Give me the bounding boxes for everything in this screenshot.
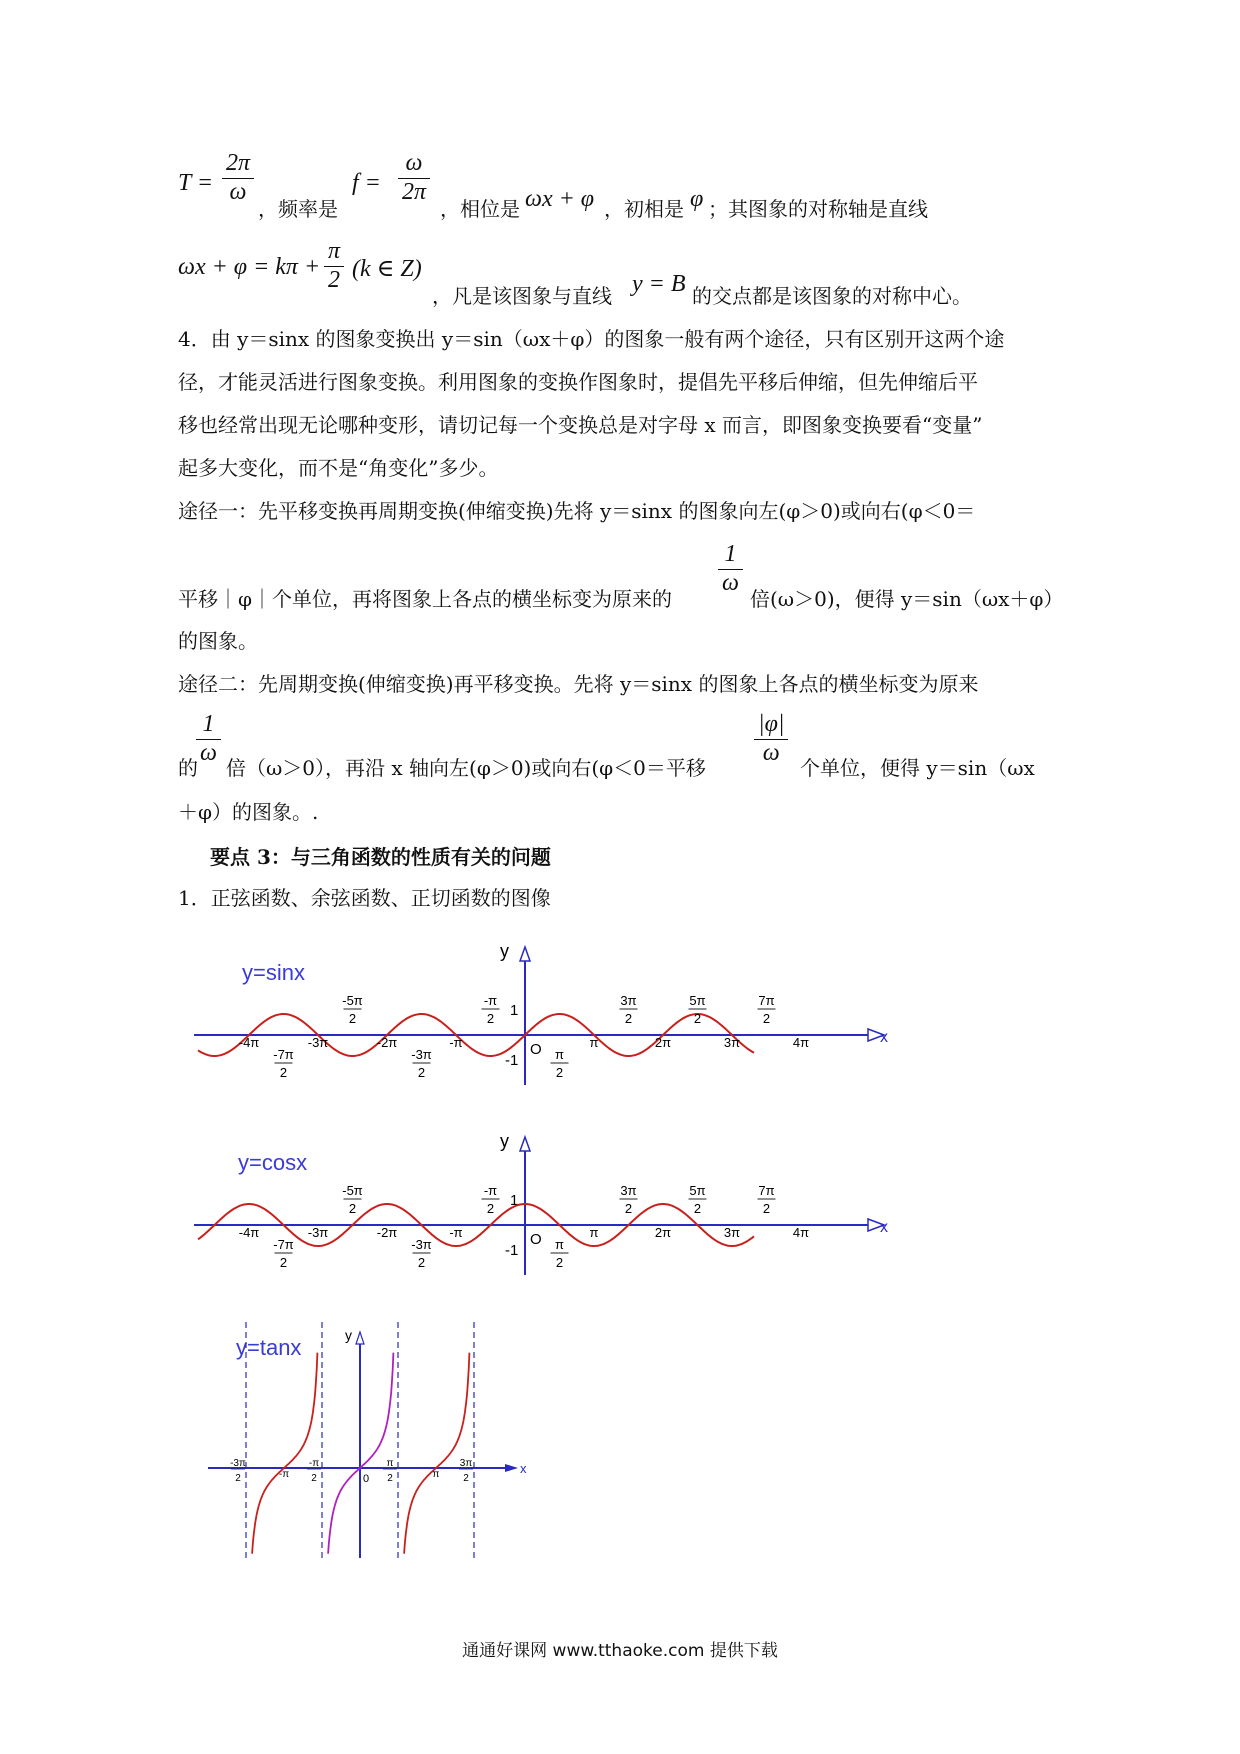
y-axis-arrow-icon xyxy=(356,1332,364,1344)
y-axis-label: y xyxy=(500,1131,509,1151)
y-axis-label: y xyxy=(500,941,509,961)
graph-title: y=cosx xyxy=(238,1150,308,1175)
tick-label-denominator: 2 xyxy=(486,1011,495,1026)
tick-label: π xyxy=(589,1035,599,1050)
tick-label-numerator: -7π xyxy=(273,1237,294,1252)
tick-label-numerator: π xyxy=(386,1458,394,1469)
paragraph-line: 移也经常出现无论哪种变形，请切记每一个变换总是对字母 x 而言，即图象变换要看“变量” xyxy=(178,413,983,437)
fraction-denominator: ω xyxy=(722,569,739,596)
tick-label-numerator: -7π xyxy=(273,1047,294,1062)
tick-label-denominator: 2 xyxy=(762,1011,771,1026)
fraction-denominator: 2 xyxy=(328,266,341,293)
tick-label: -2π xyxy=(376,1035,398,1050)
phase-label: ，相位是 xyxy=(440,197,520,221)
center-tail: 的交点都是该图象的对称中心。 xyxy=(692,284,972,308)
tick-label: -3π xyxy=(307,1225,329,1240)
cosine-tick-labels xyxy=(239,1183,809,1270)
tick-label-denominator: 2 xyxy=(235,1473,241,1484)
tick-label: -π xyxy=(449,1225,463,1240)
tick-label-numerator: 3π xyxy=(620,993,637,1008)
tick-label-numerator: 5π xyxy=(689,1183,706,1198)
route-2-line-2c: 个单位，便得 y＝sin（ωx xyxy=(800,756,1035,780)
tick-label-numerator: 5π xyxy=(689,993,706,1008)
symmetry-axis-fraction xyxy=(324,238,344,294)
neg-one-label: -1 xyxy=(505,1052,519,1069)
formula-f-fraction xyxy=(398,150,430,206)
frequency-label: ，频率是 xyxy=(258,197,338,221)
section-item-1: 1．正弦函数、余弦函数、正切函数的图像 xyxy=(178,886,551,910)
one-label: 1 xyxy=(510,1192,519,1209)
fraction-numerator: π xyxy=(328,238,341,264)
one-label: 1 xyxy=(510,1002,519,1019)
tick-label: π xyxy=(589,1225,599,1240)
tangent-tick-labels xyxy=(230,1458,473,1484)
center-expression: y = B xyxy=(632,271,686,297)
route-1-line-2b: 倍(ω＞0)，便得 y＝sin（ωx＋φ） xyxy=(750,587,1064,611)
tick-label: 2π xyxy=(654,1225,672,1240)
y-axis-arrow-icon xyxy=(520,947,530,961)
tick-label-numerator: 7π xyxy=(758,993,775,1008)
tick-label-denominator: 2 xyxy=(693,1201,702,1216)
sine-graph xyxy=(180,935,900,1100)
phase-expression: ωx + φ xyxy=(525,186,595,212)
paragraph-line: 径，才能灵活进行图象变换。利用图象的变换作图象时，提倡先平移后伸缩，但先伸缩后平 xyxy=(178,370,978,394)
tick-label-numerator: π xyxy=(555,1047,564,1062)
tick-label-denominator: 2 xyxy=(311,1473,317,1484)
route-1-line-1: 途径一：先平移变换再周期变换(伸缩变换)先将 y＝sinx 的图象向左(φ＞0)或向右(φ＜0＝ xyxy=(178,499,976,523)
tick-label-denominator: 2 xyxy=(463,1473,469,1484)
tick-label-denominator: 2 xyxy=(624,1011,633,1026)
tick-label-numerator: -π xyxy=(308,1458,320,1469)
fraction-numerator: 2π xyxy=(226,150,251,176)
fraction-numerator: |φ| xyxy=(758,711,785,737)
tick-label: -2π xyxy=(376,1225,398,1240)
tick-label-denominator: 2 xyxy=(693,1011,702,1026)
fraction-numerator: 1 xyxy=(202,711,215,737)
tick-label-denominator: 2 xyxy=(417,1255,426,1270)
paragraph-line: 4．由 y＝sinx 的图象变换出 y＝sin（ωx＋φ）的图象一般有两个途径，只有区别开这两个途 xyxy=(178,327,1005,351)
tick-label: -4π xyxy=(238,1225,260,1240)
tick-label-numerator: -3π xyxy=(411,1047,432,1062)
tick-label-numerator: 3π xyxy=(459,1458,473,1469)
tick-label-denominator: 2 xyxy=(279,1255,288,1270)
route-1-line-3: 的图象。 xyxy=(178,629,258,653)
center-label: ，凡是该图象与直线 xyxy=(432,284,612,308)
tick-label-numerator: π xyxy=(555,1237,564,1252)
route-2-line-3: ＋φ）的图象。. xyxy=(178,800,319,824)
tick-label-denominator: 2 xyxy=(348,1011,357,1026)
tick-label: -4π xyxy=(238,1035,260,1050)
paragraph-4 xyxy=(178,318,1004,490)
route-2-fraction-1 xyxy=(196,711,221,767)
origin-label: O xyxy=(530,1231,542,1248)
tick-label: π xyxy=(432,1469,440,1480)
fraction-denominator: ω xyxy=(200,739,217,766)
tick-label-denominator: 2 xyxy=(348,1201,357,1216)
route-2-line-2b: 倍（ω＞0），再沿 x 轴向左(φ＞0)或向右(φ＜0＝平移 xyxy=(226,756,706,780)
tick-label-denominator: 2 xyxy=(624,1201,633,1216)
fraction-denominator: 2π xyxy=(402,178,427,205)
tangent-branch xyxy=(252,1353,320,1554)
origin-label: O xyxy=(530,1041,542,1058)
graph-title: y=tanx xyxy=(236,1335,302,1360)
neg-one-label: -1 xyxy=(505,1242,519,1259)
tick-label: 3π xyxy=(723,1035,741,1050)
x-axis-arrow-icon xyxy=(505,1464,518,1472)
y-axis-arrow-icon xyxy=(520,1137,530,1151)
cosine-graph xyxy=(180,1125,900,1290)
tick-label: 4π xyxy=(792,1035,810,1050)
paragraph-line: 起多大变化，而不是“角变化”多少。 xyxy=(178,456,499,480)
tick-label: 4π xyxy=(792,1225,810,1240)
initial-phase-label: ，初相是 xyxy=(604,197,684,221)
fraction-denominator: ω xyxy=(229,178,247,205)
tick-label-denominator: 2 xyxy=(486,1201,495,1216)
origin-label: 0 xyxy=(363,1473,370,1485)
tick-label: -π xyxy=(449,1035,463,1050)
route-1-fraction xyxy=(718,541,743,597)
tick-label: -3π xyxy=(307,1035,329,1050)
x-axis-label: x xyxy=(520,1461,527,1476)
symmetry-axis-label: ；其图象的对称轴是直线 xyxy=(708,197,928,221)
route-2-line-2a: 的 xyxy=(178,756,198,780)
tick-label: 2π xyxy=(654,1035,672,1050)
fraction-numerator: 1 xyxy=(724,541,737,567)
tick-label-denominator: 2 xyxy=(387,1473,393,1484)
tick-label-denominator: 2 xyxy=(555,1255,564,1270)
x-axis-label: x xyxy=(880,1029,888,1046)
tick-label-numerator: -5π xyxy=(342,1183,363,1198)
page-footer: 通通好课网 www.tthaoke.com 提供下载 xyxy=(462,1641,778,1661)
symmetry-axis-lhs: ωx + φ = kπ + xyxy=(178,254,321,280)
graph-title: y=sinx xyxy=(242,960,305,985)
route-2-line-1: 途径二：先周期变换(伸缩变换)再平移变换。先将 y＝sinx 的图象上各点的横坐标变为原来 xyxy=(178,672,979,696)
tick-label-numerator: -π xyxy=(483,993,498,1008)
fraction-denominator: ω xyxy=(762,739,780,766)
initial-phase-symbol: φ xyxy=(690,186,704,212)
section-heading: 要点 3：与三角函数的性质有关的问题 xyxy=(210,845,551,869)
tick-label-denominator: 2 xyxy=(555,1065,564,1080)
tick-label-denominator: 2 xyxy=(762,1201,771,1216)
tangent-branch xyxy=(404,1353,469,1554)
tick-label: 3π xyxy=(723,1225,741,1240)
tick-label-numerator: -3π xyxy=(230,1458,246,1469)
tick-label-numerator: -5π xyxy=(342,993,363,1008)
tick-label-numerator: 3π xyxy=(620,1183,637,1198)
tick-label-denominator: 2 xyxy=(417,1065,426,1080)
tick-label: -π xyxy=(278,1469,290,1480)
y-axis-label: y xyxy=(345,1327,352,1343)
tangent-graph xyxy=(200,1318,540,1563)
formula-T-lhs: T = xyxy=(178,170,214,196)
fraction-numerator: ω xyxy=(405,150,423,176)
symmetry-axis-tail: (k ∈ Z) xyxy=(352,256,422,282)
formula-T-fraction xyxy=(222,150,254,206)
x-axis-label: x xyxy=(880,1219,888,1236)
tick-label-numerator: -π xyxy=(483,1183,498,1198)
route-1-line-2a: 平移｜φ｜个单位，再将图象上各点的横坐标变为原来的 xyxy=(178,587,673,611)
tick-label-denominator: 2 xyxy=(279,1065,288,1080)
tick-label-numerator: -3π xyxy=(411,1237,432,1252)
formula-f-lhs: f = xyxy=(352,170,381,196)
tick-label-numerator: 7π xyxy=(758,1183,775,1198)
route-2-fraction-2 xyxy=(754,711,788,767)
